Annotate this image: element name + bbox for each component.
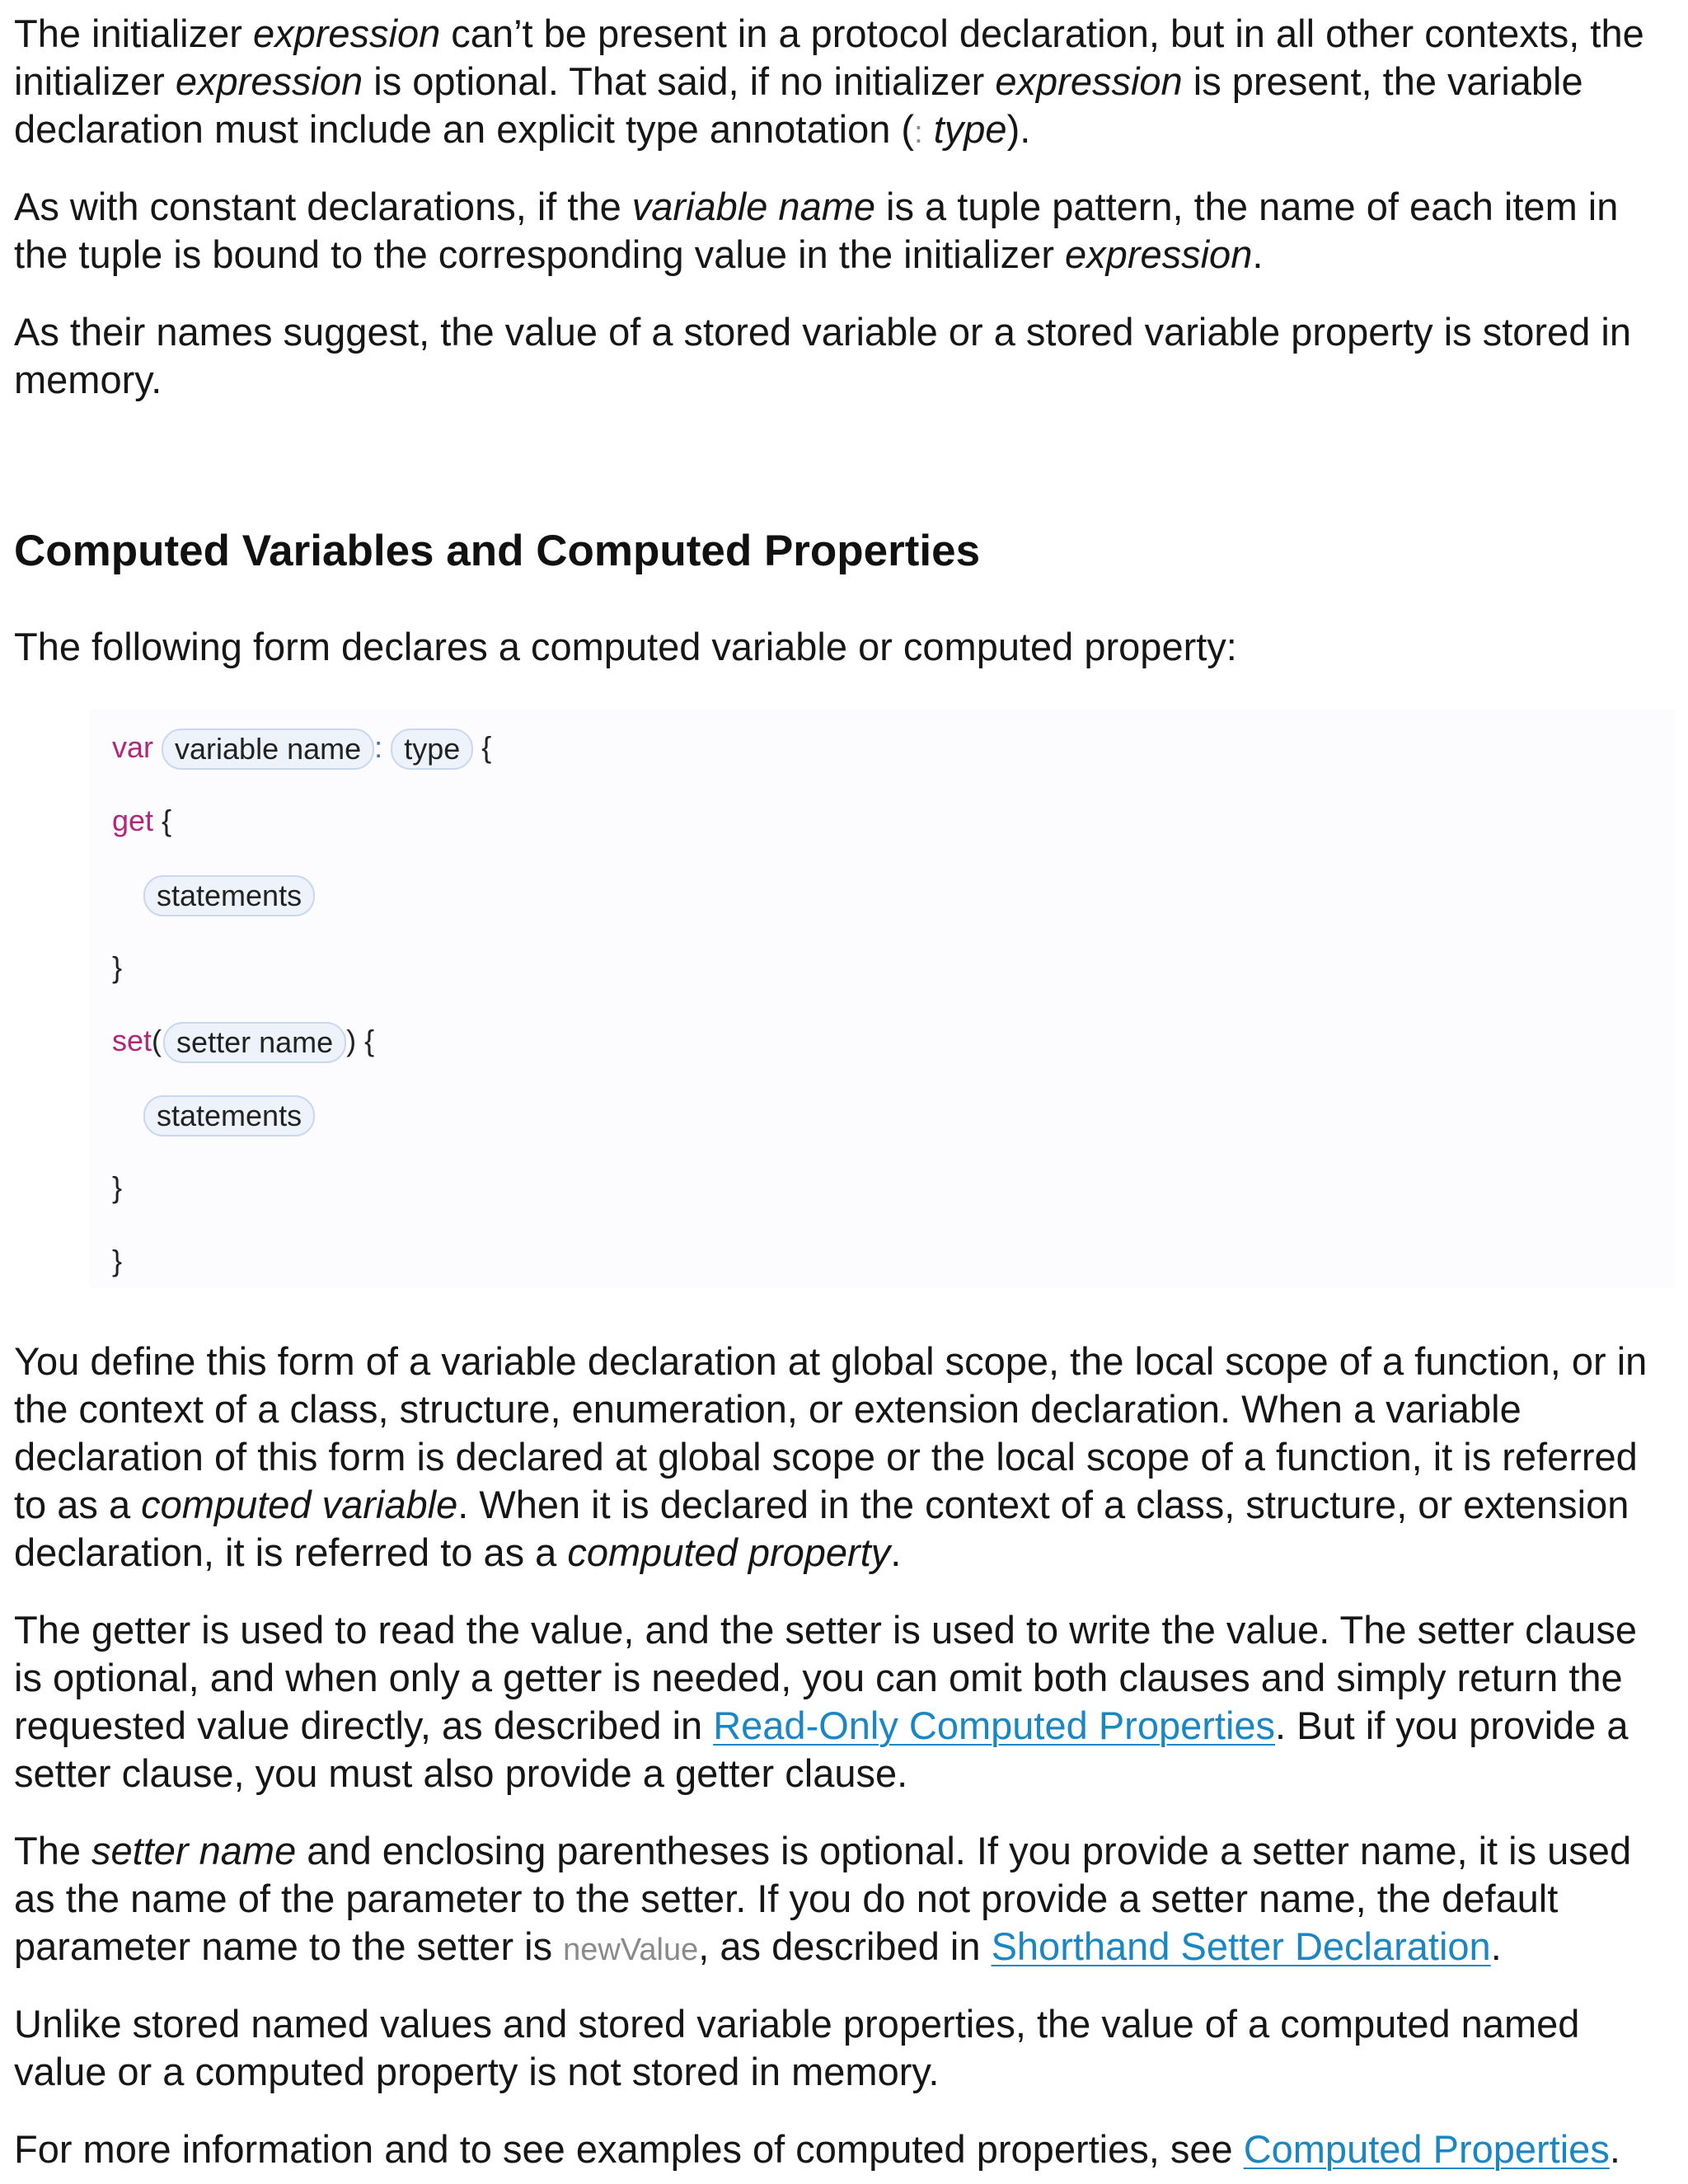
text-run: The initializer (14, 12, 253, 55)
text-run: . (1609, 2127, 1620, 2171)
get-close-brace: } (112, 950, 123, 984)
open-brace: { (481, 730, 492, 764)
grammar-code-block (89, 710, 1675, 1287)
paragraph-getter-setter (14, 1606, 1671, 1797)
paragraph-initializer (14, 10, 1671, 157)
text-run: is optional. That said, if no initializer (363, 59, 996, 103)
set-close-paren: ) (346, 1024, 357, 1057)
close-brace: } (112, 1244, 123, 1277)
code-line-get (112, 799, 171, 843)
emphasis-computed-property: computed property (567, 1530, 891, 1574)
text-run: You define this form of a variable declaration at global scope, the local scope of a function, or in the context of a class, structure, enumeration, or extension declaration. When a variable declaration of this form is declared at global scope or the local scope of a function, it is referred to as a (14, 1339, 1648, 1526)
paragraph-tuple-pattern (14, 183, 1671, 279)
text-run: is a tuple pattern, the name of each item in the tuple is bound to the corresponding value in the initializer (14, 185, 1619, 276)
text-run: ). (1006, 107, 1031, 151)
code-line-set-close (112, 1165, 122, 1210)
colon-separator: : (374, 730, 383, 764)
emphasis-variable-name: variable name (631, 185, 875, 228)
inline-code-newvalue: newValue (563, 1933, 699, 1967)
text-run: . When it is declared in the context of a class, structure, or extension declaration, it is referred to as a (14, 1483, 1629, 1574)
emphasis-computed-variable: computed variable (141, 1483, 458, 1526)
keyword-get: get (112, 804, 154, 837)
section-heading: Computed Variables and Computed Properties (14, 527, 981, 575)
placeholder-get-statements: statements (143, 875, 315, 916)
code-line-set-statements (143, 1092, 315, 1137)
keyword-var: var (112, 730, 154, 764)
text-run: The getter is used to read the value, and the setter is used to write the value. The setter clause is optional, and when only a getter is needed, you can omit both clauses and simply return the requested value directly, as described in (14, 1608, 1638, 1747)
set-open-brace: { (364, 1024, 375, 1057)
paragraph-not-stored: Unlike stored named values and stored variable properties, the value of a computed named value or a computed property is not stored in memory. (14, 2002, 1580, 2093)
text-run: . (1490, 1924, 1502, 1968)
keyword-set: set (112, 1024, 152, 1057)
link-shorthand-setter-declaration[interactable]: Shorthand Setter Declaration (991, 1924, 1491, 1968)
paragraph-setter-name (14, 1827, 1671, 1974)
set-open-paren: ( (152, 1024, 162, 1057)
paragraph-intro: The following form declares a computed variable or computed property: (14, 625, 1237, 668)
code-line-get-close (112, 945, 122, 990)
link-read-only-computed-properties[interactable]: Read-Only Computed Properties (713, 1704, 1276, 1747)
code-line-set (112, 1019, 374, 1063)
code-line-var (112, 725, 491, 770)
emphasis-type: type (922, 107, 1007, 151)
text-run: , as described in (698, 1924, 992, 1968)
placeholder-type: type (391, 729, 473, 770)
code-line-close (112, 1239, 122, 1283)
inline-code-colon: : (914, 115, 923, 150)
text-run: and enclosing parentheses is optional. If you provide a setter name, it is used as the name of the parameter to the setter. If you do not provide a setter name, the default parameter name to the setter is (14, 1829, 1632, 1968)
text-run: can’t be present in a protocol declaration, but in all other contexts, the initializer (14, 12, 1644, 103)
set-close-brace: } (112, 1170, 123, 1204)
emphasis-expression: expression (1065, 232, 1253, 276)
emphasis-expression: expression (175, 59, 363, 103)
emphasis-setter-name: setter name (91, 1829, 297, 1872)
paragraph-more-info (14, 2125, 1671, 2173)
code-line-get-statements (143, 872, 315, 916)
placeholder-setter-name: setter name (163, 1022, 346, 1063)
text-run: is present, the variable declaration must include an explicit type annotation ( (14, 59, 1583, 151)
text-run: . But if you provide a setter clause, you must also provide a getter clause. (14, 1704, 1629, 1795)
placeholder-set-statements: statements (143, 1095, 315, 1137)
text-run: For more information and to see examples of computed properties, see (14, 2127, 1244, 2171)
get-open-brace: { (162, 804, 172, 837)
emphasis-expression: expression (252, 12, 441, 55)
emphasis-expression: expression (995, 59, 1183, 103)
text-run: The (14, 1829, 92, 1872)
placeholder-variable-name: variable name (162, 729, 374, 770)
text-run: . (1252, 232, 1264, 276)
text-run: As with constant declarations, if the (14, 185, 632, 228)
text-run: . (890, 1530, 902, 1574)
link-computed-properties[interactable]: Computed Properties (1243, 2127, 1610, 2171)
paragraph-computed-definition (14, 1338, 1671, 1577)
paragraph-stored-memory: As their names suggest, the value of a stored variable or a stored variable property is stored in memory. (14, 310, 1631, 401)
